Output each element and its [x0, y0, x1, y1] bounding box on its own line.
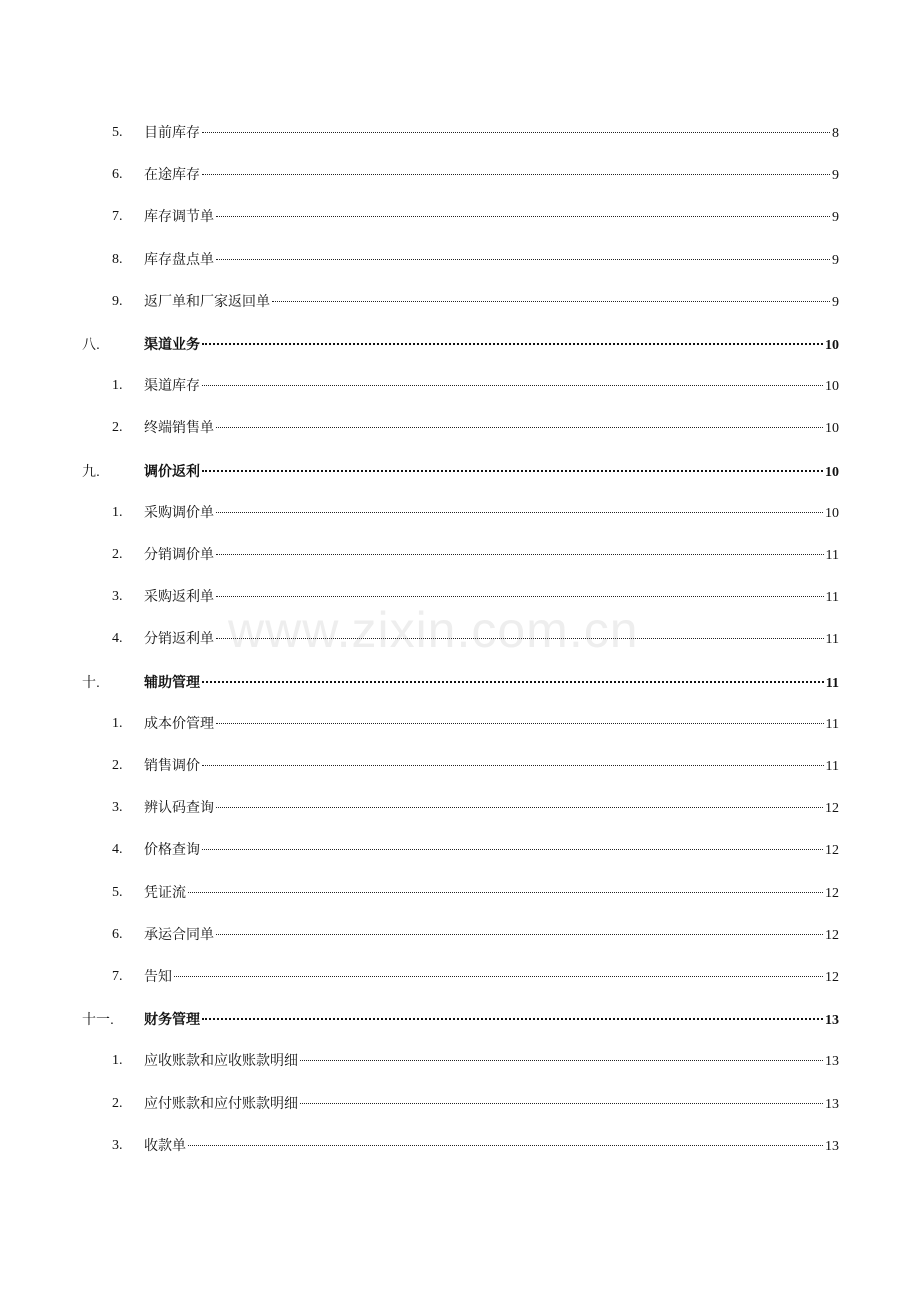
toc-dot-leader: [202, 469, 823, 472]
toc-entry-title[interactable]: 应付账款和应付账款明细: [144, 1095, 298, 1112]
toc-dot-leader: [202, 848, 823, 850]
toc-dot-leader: [202, 384, 823, 386]
toc-dot-leader: [202, 131, 830, 133]
toc-entry-title[interactable]: 承运合同单: [144, 926, 214, 943]
toc-entry-number: 5.: [112, 884, 123, 900]
toc-entry-number: 十.: [82, 673, 100, 690]
toc-dot-leader: [202, 173, 830, 175]
toc-dot-leader: [202, 680, 824, 683]
toc-entry-title[interactable]: 价格查询: [144, 842, 200, 859]
toc-entry-body: [144, 627, 839, 652]
toc-entry[interactable]: [0, 248, 920, 272]
toc-entry-body: [144, 712, 839, 737]
toc-entry-number: 7.: [112, 969, 123, 984]
toc-entry-body: [144, 754, 839, 779]
toc-dot-leader: [216, 637, 824, 639]
toc-entry[interactable]: [0, 205, 920, 229]
toc-entry-number: 6.: [112, 167, 123, 183]
toc-entry-title[interactable]: 凭证流: [144, 884, 186, 901]
toc-entry-body: [144, 121, 839, 146]
toc-entry-number: 1.: [112, 715, 123, 731]
toc-entry-number: 2.: [112, 758, 123, 773]
toc-section-entry[interactable]: [0, 332, 920, 356]
toc-entry-page-number: 13: [825, 1096, 839, 1112]
toc-entry-page-number: 12: [825, 927, 839, 943]
toc-entry-body: [144, 1092, 839, 1117]
toc-entry-page-number: 12: [825, 885, 839, 901]
toc-entry-title[interactable]: 销售调价: [144, 758, 200, 774]
toc-entry-page-number: 9: [832, 252, 839, 268]
toc-entry-page-number: 10: [825, 505, 839, 521]
toc-entry-page-number: 10: [825, 379, 839, 395]
toc-entry-body: [144, 459, 839, 485]
toc-entry-page-number: 11: [825, 716, 839, 732]
toc-entry-body: [144, 416, 839, 441]
toc-entry-page-number: 13: [825, 1138, 839, 1154]
toc-entry-body: [144, 670, 839, 696]
toc-entry-page-number: 13: [825, 1054, 839, 1070]
toc-entry-number: 八.: [82, 336, 100, 352]
toc-entry[interactable]: [0, 712, 920, 736]
toc-entry-title[interactable]: 库存盘点单: [144, 251, 214, 268]
toc-entry-title[interactable]: 渠道库存: [144, 378, 200, 395]
toc-entry-number: 7.: [112, 209, 123, 225]
toc-dot-leader: [300, 1059, 823, 1061]
toc-entry-body: [144, 543, 839, 568]
toc-entry[interactable]: [0, 501, 920, 525]
toc-entry-number: 1.: [112, 1053, 123, 1069]
toc-entry-title[interactable]: 返厂单和厂家返回单: [144, 293, 270, 310]
toc-entry-title[interactable]: 库存调节单: [144, 209, 214, 226]
toc-entry[interactable]: [0, 163, 920, 187]
toc-entry[interactable]: [0, 754, 920, 778]
toc-entry-body: [144, 965, 839, 990]
toc-entry-number: 1.: [112, 378, 123, 394]
toc-entry[interactable]: [0, 374, 920, 398]
toc-entry[interactable]: [0, 796, 920, 820]
toc-entry[interactable]: [0, 416, 920, 440]
watermark: www.zixin.com.cn: [228, 602, 639, 658]
toc-entry[interactable]: [0, 543, 920, 567]
toc-entry[interactable]: [0, 627, 920, 651]
toc-entry-body: [144, 1049, 839, 1074]
toc-entry-body: [144, 501, 839, 526]
toc-entry-title[interactable]: 终端销售单: [144, 420, 214, 437]
toc-entry[interactable]: [0, 838, 920, 862]
toc-dot-leader: [216, 553, 824, 555]
toc-entry-page-number: 12: [825, 843, 839, 859]
toc-entry-body: [144, 923, 839, 948]
toc-entry[interactable]: [0, 1092, 920, 1116]
toc-entry-number: 4.: [112, 842, 123, 858]
toc-entry-page-number: 12: [825, 801, 839, 817]
toc-entry-title[interactable]: 采购返利单: [144, 589, 214, 606]
toc-entry-number: 2.: [112, 547, 123, 562]
toc-entry-number: 3.: [112, 1137, 123, 1153]
toc-dot-leader: [216, 215, 830, 217]
toc-entry-number: 十一.: [82, 1011, 114, 1028]
toc-entry-body: [144, 332, 839, 358]
toc-dot-leader: [216, 258, 830, 260]
toc-entry-page-number: 12: [825, 970, 839, 985]
toc-entry[interactable]: [0, 1049, 920, 1073]
toc-entry-page-number: 9: [832, 210, 839, 226]
toc-entry-number: 9.: [112, 293, 123, 309]
toc-dot-leader: [174, 975, 823, 977]
toc-entry-number: 3.: [112, 800, 123, 816]
toc-entry-title[interactable]: 分销调价单: [144, 547, 214, 563]
toc-entry-page-number: 11: [825, 548, 839, 563]
toc-entry-page-number: 9: [832, 294, 839, 310]
toc-entry-body: [144, 796, 839, 821]
toc-entry-body: [144, 205, 839, 230]
toc-entry-title[interactable]: 成本价管理: [144, 715, 214, 732]
toc-entry-body: [144, 163, 839, 188]
toc-entry-body: [144, 1134, 839, 1159]
toc-entry-page-number: 11: [825, 675, 839, 691]
toc-entry-body: [144, 585, 839, 610]
toc-entry-title[interactable]: 告知: [144, 969, 172, 985]
toc-entry[interactable]: [0, 881, 920, 905]
toc-entry[interactable]: [0, 121, 920, 145]
toc-dot-leader: [188, 891, 823, 893]
toc-dot-leader: [202, 764, 824, 766]
toc-entry-page-number: 8: [832, 126, 839, 141]
toc-entry[interactable]: [0, 290, 920, 314]
toc-entry-body: [144, 1007, 839, 1033]
toc-entry[interactable]: [0, 585, 920, 609]
toc-dot-leader: [216, 806, 823, 808]
toc-entry-title[interactable]: 收款单: [144, 1137, 186, 1154]
toc-dot-leader: [216, 933, 823, 935]
toc-entry-number: 8.: [112, 251, 123, 267]
toc-entry-body: [144, 838, 839, 863]
toc-entry-number: 2.: [112, 420, 123, 436]
toc-entry-page-number: 10: [825, 338, 839, 353]
toc-entry-title[interactable]: 调价返利: [144, 462, 200, 479]
toc-entry-title[interactable]: 应收账款和应收账款明细: [144, 1053, 298, 1070]
toc-entry-body: [144, 881, 839, 906]
toc-entry-page-number: 11: [825, 632, 839, 648]
toc-dot-leader: [272, 300, 830, 302]
toc-entry-page-number: 9: [832, 168, 839, 184]
toc-dot-leader: [216, 426, 823, 428]
toc-entry-page-number: 11: [825, 759, 839, 774]
toc-dot-leader: [216, 511, 823, 513]
toc-entry-number: 5.: [112, 125, 123, 140]
toc-entry-number: 2.: [112, 1095, 123, 1111]
toc-section-entry[interactable]: [0, 1007, 920, 1031]
toc-dot-leader: [216, 722, 824, 724]
toc-entry-number: 九.: [82, 462, 100, 479]
toc-entry-number: 6.: [112, 926, 123, 942]
toc-entry-title[interactable]: 财务管理: [144, 1011, 200, 1028]
toc-entry-number: 4.: [112, 631, 123, 647]
toc-entry-title[interactable]: 采购调价单: [144, 504, 214, 521]
toc-entry[interactable]: [0, 923, 920, 947]
toc-dot-leader: [300, 1102, 823, 1104]
toc-entry-title[interactable]: 辨认码查询: [144, 800, 214, 817]
toc-dot-leader: [188, 1144, 823, 1146]
toc-dot-leader: [202, 342, 823, 345]
toc-section-entry[interactable]: [0, 670, 920, 694]
toc-entry-number: 3.: [112, 589, 123, 605]
toc-entry-page-number: 11: [825, 590, 839, 606]
toc-entry-title[interactable]: 分销返利单: [144, 631, 214, 648]
toc-entry-page-number: 13: [825, 1013, 839, 1029]
toc-section-entry[interactable]: [0, 459, 920, 483]
toc-entry-number: 1.: [112, 504, 123, 520]
toc-entry-title[interactable]: 渠道业务: [144, 336, 200, 352]
toc-entry-page-number: 10: [825, 464, 839, 480]
toc-entry-title[interactable]: 在途库存: [144, 167, 200, 184]
toc-entry-body: [144, 374, 839, 399]
toc-entry-title[interactable]: 辅助管理: [144, 673, 200, 690]
toc-dot-leader: [216, 595, 824, 597]
toc-entry-body: [144, 248, 839, 273]
toc-entry[interactable]: [0, 1134, 920, 1158]
toc-entry-body: [144, 290, 839, 315]
toc-entry-page-number: 10: [825, 421, 839, 437]
toc-dot-leader: [202, 1017, 823, 1020]
toc-entry[interactable]: [0, 965, 920, 989]
toc-entry-title[interactable]: 目前库存: [144, 125, 200, 141]
